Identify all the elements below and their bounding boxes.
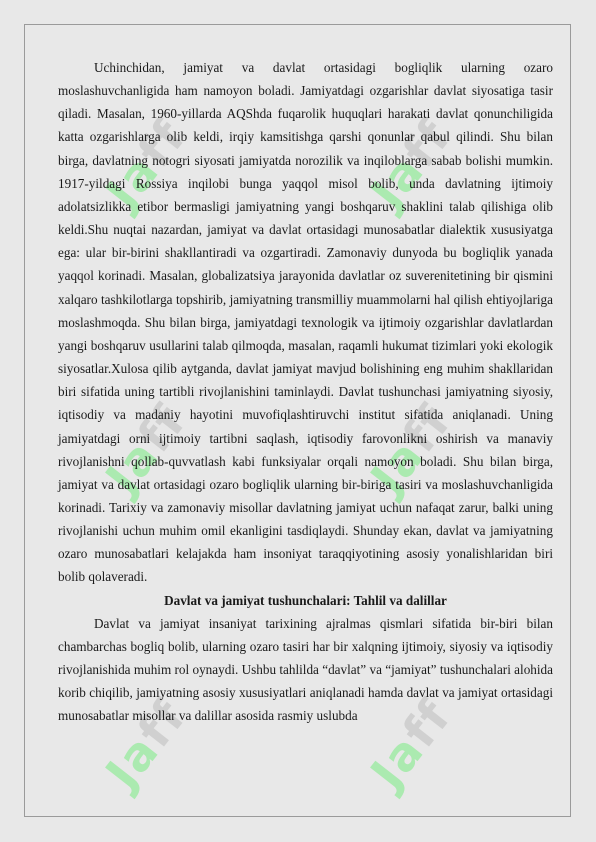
watermark-logo: Jaff <box>360 394 462 504</box>
section-heading: Davlat va jamiyat tushunchalari: Tahlil va dalillar <box>164 592 447 608</box>
watermark-logo: Jaff <box>95 689 197 799</box>
body-paragraph: Davlat va jamiyat insaniyat tarixining ajralmas qismlari sifatida bir-biri bilan chambarchas bogliq bolib, ularning ozaro tasiri har bir xalqning ijtimoiy, siyosiy va iqtisodiy rivojlanishida muhim rol oynaydi. Ushbu tahlilda “davlat” va “jamiyat” tushunchalari alohida korib chiqilib, jamiyatning asosiy xususiyatlari aniqlanadi hamda davlat va jamiyat ortasidagi munosabatlar misollar va dalillar asosida rasmiy uslubda <box>58 615 553 724</box>
page <box>24 24 571 817</box>
document-body <box>58 56 553 728</box>
watermark-logo: Jaff <box>360 109 462 219</box>
watermark-logo: Jaff <box>360 689 462 799</box>
watermark-logo: Jaff <box>95 109 197 219</box>
watermark-logo: Jaff <box>95 394 197 504</box>
body-paragraph: Uchinchidan, jamiyat va davlat ortasidagi bogliqlik ularning ozaro moslashuvchanligida ham namoyon boladi. Jamiyatdagi ozgarishlar davlat siyosatiga tasir qiladi. Masalan, 1960-yillarda AQShda fuqarolik huquqlari harakati davlat qonunchiligida katta ozgarishlarga olib keldi, irqiy kamsitishga qarshi qonunlar qabul qilindi. Shu bilan birga, davlatning notogri siyosati jamiyatda norozilik va inqiloblarga sabab bolishi mumkin. 1917-yildagi Rossiya inqilobi bunga yaqqol misol bolib, unda davlatning ijtimoiy adolatsizlikka etibor bermasligi jamiyatning yangi boshqaruv shaklini talab qilishiga olib keldi.Shu nuqtai nazardan, jamiyat va davlat ortasidagi munosabatlar dialektik xususiyatga ega: ular bir-birini shakllantiradi va ozgartiradi. Zamonaviy dunyoda bu bogliqlik yanada yaqqol korinadi. Masalan, globalizatsiya jarayonida davlatlar oz suverenitetining bir qismini xalqaro tashkilotlarga topshirib, jamiyatning transmilliy muammolarni hal qilish ehtiyojlariga moslashmoqda. Shu bilan birga, jamiyatdagi texnologik va ijtimoiy ozgarishlar davlatlardan yangi boshqaruv usullarini talab qilmoqda, masalan, raqamli hukumat tizimlari yoki ekologik siyosatlar.Xulosa qilib aytganda, davlat jamiyat mavjud bolishining eng muhim shakllaridan biri sifatida uning tartibli rivojlanishini taminlaydi. Davlat tushunchasi jamiyatning siyosiy, iqtisodiy va madaniy hayotini muvofiqlashtiruvchi institut sifatida aniqlanadi. Uning jamiyatdagi orni ijtimoiy tartibni saqlash, iqtisodiy farovonlikni oshirish va manaviy rivojlanishni qollab-quvvatlash kabi funksiyalar orqali namoyon boladi. Shu bilan birga, jamiyat va davlat ortasidagi ozaro bogliqlik ularning bir-biriga tasiri va moslashuvchanligida korinadi. Tarixiy va zamonaviy misollar davlatning jamiyat uchun nafaqat zarur, balki uning rivojlanishi uchun muhim omil ekanligini tasdiqlaydi. Shunday ekan, davlat va jamiyatning ozaro munosabatlari kelajakda ham insoniyat taraqqiyotining asosiy yonalishlaridan biri bolib qolaveradi. <box>58 60 553 585</box>
